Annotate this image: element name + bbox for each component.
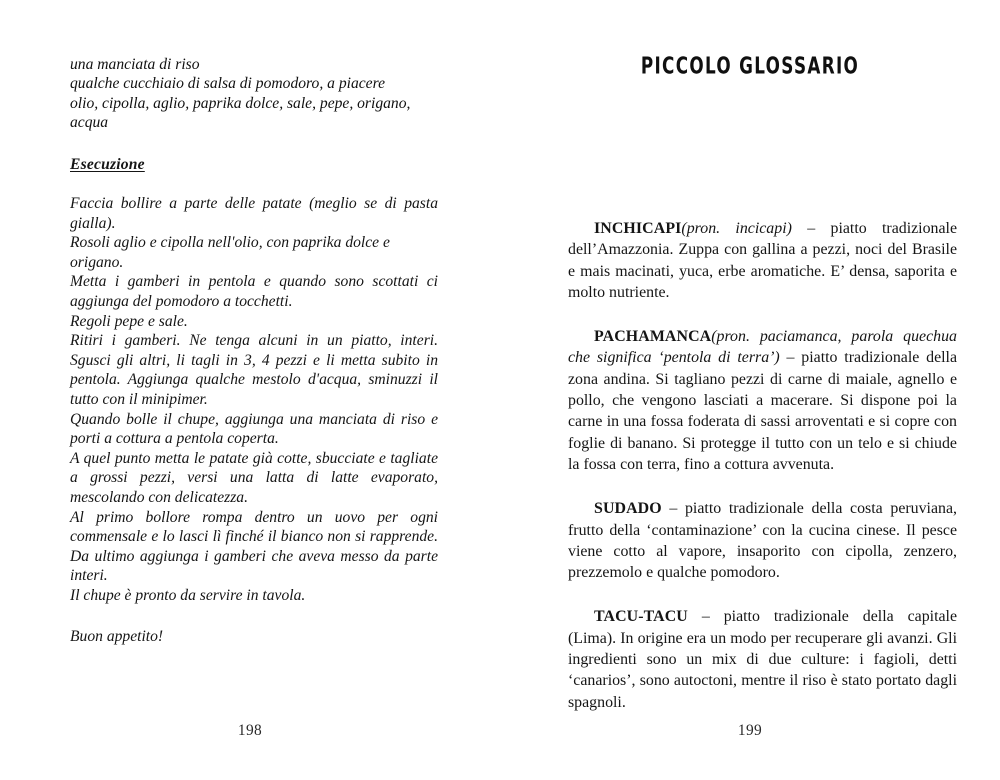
page-number-right: 199 xyxy=(737,722,763,739)
glossary-term: PACHAMANCA xyxy=(594,328,712,346)
glossary-definition: – piatto tradizionale della capitale (Lima). In origine era un modo per recuperare gli avanzi. Gli ingredienti sono un mix di due culture: i fagioli, detti ‘canarios’, sono autoctoni, mentre il riso è stato portato dagli spagnoli. xyxy=(568,608,957,711)
ingredient-line: una manciata di riso xyxy=(70,56,200,73)
glossary-definition: – piatto tradizionale della costa peruviana, frutto della ‘contaminazione’ con la cucina cinese. Il pesce viene cotto al vapore, insaporito con cipolla, zenzero, prezzemolo e qualche pomodoro. xyxy=(568,500,957,582)
ingredients-list xyxy=(70,55,438,133)
step-paragraph: Al primo bollore rompa dentro un uovo per ogni commensale e lo lasci lì finché il bianco non si rapprende. Da ultimo aggiunga i gamberi che aveva messo da parte interi. xyxy=(70,508,438,585)
section-heading-esecuzione: Esecuzione xyxy=(70,155,145,173)
step-paragraph: A quel punto metta le patate già cotte, sbucciate e tagliate a grossi pezzi, versi una latta di latte evaporato, mescolando con delicatezza. xyxy=(70,449,438,506)
right-page xyxy=(500,0,1000,780)
ingredient-line: acqua xyxy=(70,114,109,132)
glossary-definition: – piatto tradizionale della zona andina. Si tagliano pezzi di carne di maiale, agnello e pollo, che vengono lasciati a macerare. Si dispone poi la carne in una fossa foderata di sassi arroventati e si copre con foglie di banano. Si protegge il tutto con un telo e si chiude la fossa con terra, fino a cottura avvenuta. xyxy=(568,349,958,473)
ingredient-line: qualche cucchiaio di salsa di pomodoro, a piacere xyxy=(70,75,385,93)
glossary-term: TACU-TACU xyxy=(594,608,688,626)
glossary-entry xyxy=(568,218,957,303)
glossary-term: INCHICAPI xyxy=(594,220,682,237)
step-paragraph: Faccia bollire a parte delle patate (meglio se di pasta gialla). xyxy=(70,195,438,232)
step-paragraph: Metta i gamberi in pentola e quando sono scottati ci aggiunga del pomodoro a tocchetti. xyxy=(70,273,438,310)
running-head-title: PICCOLO GLOSSARIO xyxy=(640,52,860,79)
step-paragraph: Il chupe è pronto da servire in tavola. xyxy=(70,586,306,604)
step-paragraph: Rosoli aglio e cipolla nell'olio, con paprika dolce e origano. xyxy=(70,234,390,271)
step-paragraph: Quando bolle il chupe, aggiunga una manciata di riso e porti a cottura a pentola coperta. xyxy=(70,410,438,448)
step-paragraph: Regoli pepe e sale. xyxy=(70,312,188,330)
ingredient-line: olio, cipolla, aglio, paprika dolce, sale, pepe, origano, xyxy=(70,94,411,112)
closing-note xyxy=(70,627,438,647)
preparation-steps xyxy=(70,194,438,605)
closing-text: Buon appetito! xyxy=(70,627,164,645)
glossary-pronunciation: (pron. paciamanca, parola quechua che significa ‘pentola di terra’) xyxy=(568,328,957,367)
page-number-left: 198 xyxy=(237,722,263,739)
glossary-entry xyxy=(568,606,957,712)
step-paragraph: Ritiri i gamberi. Ne tenga alcuni in un piatto, interi. Sgusci gli altri, li tagli in 3, 4 pezzi e li metta subito in pentola. Aggiunga qualche mestolo d'acqua, sminuzzi il tutto con il minipimer. xyxy=(70,332,438,408)
glossary-entry-list xyxy=(568,218,957,713)
glossary-definition: – piatto tradizionale dell’Amazzonia. Zuppa con gallina a pezzi, noci del Brasile e mais macinati, yuca, erbe aromatiche. E’ densa, saporita e molto nutriente. xyxy=(568,220,957,301)
glossary-term: SUDADO xyxy=(594,500,662,518)
glossary-pronunciation: (pron. incicapi) xyxy=(681,220,792,237)
glossary-entry xyxy=(568,498,957,583)
glossary-entry xyxy=(568,326,957,475)
recipe-text-block xyxy=(70,55,438,646)
